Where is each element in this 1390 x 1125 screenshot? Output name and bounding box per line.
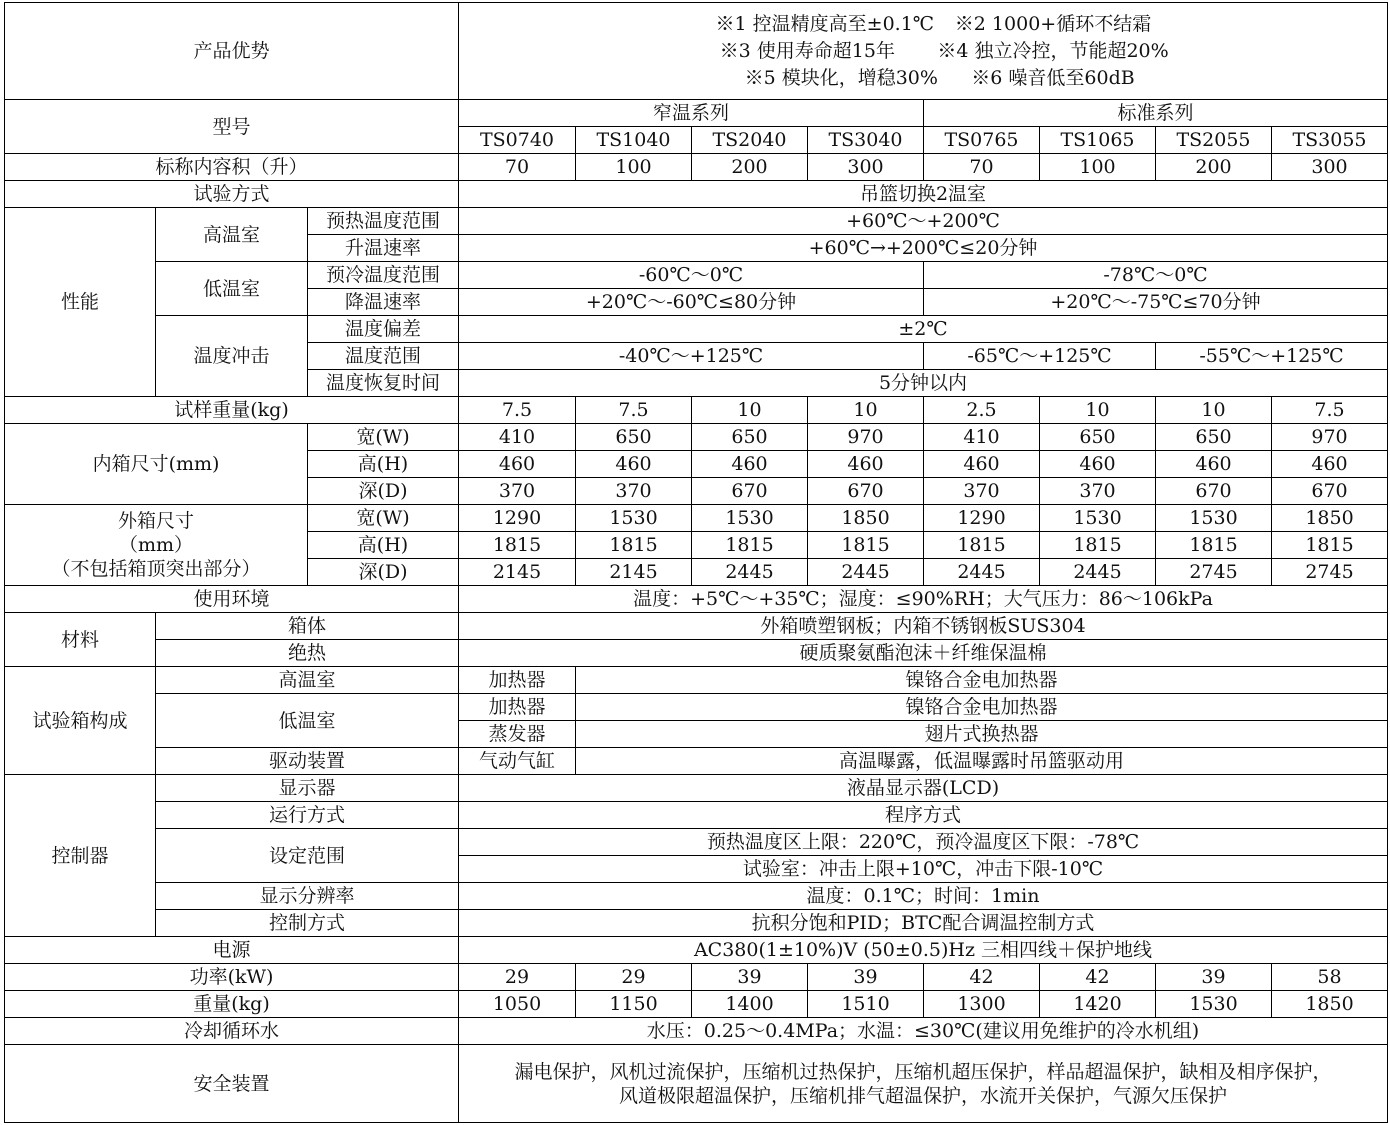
sample-weight-cell: 10 bbox=[692, 397, 808, 424]
model-cell: TS2055 bbox=[1156, 127, 1272, 154]
outer-label-line: （mm） bbox=[118, 534, 194, 556]
environment-label: 使用环境 bbox=[5, 586, 459, 613]
outer-d-cell: 2745 bbox=[1156, 559, 1272, 586]
outer-label-line: 外箱尺寸 bbox=[117, 510, 194, 532]
row-power bbox=[5, 964, 1388, 991]
safety-value bbox=[459, 1045, 1388, 1123]
cooling-rate-narrow: +20℃～-60℃≤80分钟 bbox=[459, 289, 924, 316]
outer-h-label: 高(H) bbox=[308, 532, 459, 559]
advantage-item: ※1 控温精度高至±0.1℃ bbox=[715, 12, 935, 35]
outer-h-cell: 1815 bbox=[1272, 532, 1388, 559]
outer-d-cell: 2445 bbox=[692, 559, 808, 586]
shock-range-a: -65℃～+125℃ bbox=[924, 343, 1156, 370]
outer-d-label: 深(D) bbox=[308, 559, 459, 586]
sample-weight-cell: 7.5 bbox=[1272, 397, 1388, 424]
sample-weight-cell: 10 bbox=[808, 397, 924, 424]
sample-weight-cell: 2.5 bbox=[924, 397, 1040, 424]
power-cell: 29 bbox=[576, 964, 692, 991]
precool-narrow: -60℃～0℃ bbox=[459, 262, 924, 289]
model-cell: TS3040 bbox=[808, 127, 924, 154]
row-outer-w bbox=[5, 505, 1388, 532]
inner-h-cell: 460 bbox=[924, 451, 1040, 478]
row-safety bbox=[5, 1045, 1388, 1123]
structure-low-part: 加热器 bbox=[459, 694, 576, 721]
material-box-label: 箱体 bbox=[156, 613, 459, 640]
volume-cell: 200 bbox=[692, 154, 808, 181]
controller-run-value: 程序方式 bbox=[459, 802, 1388, 829]
controller-resolution-value: 温度：0.1℃；时间：1min bbox=[459, 883, 1388, 910]
advantage-item: ※3 使用寿命超15年 bbox=[719, 39, 895, 62]
power-cell: 42 bbox=[1040, 964, 1156, 991]
sample-weight-cell: 7.5 bbox=[459, 397, 576, 424]
material-insulation-label: 绝热 bbox=[156, 640, 459, 667]
inner-d-cell: 670 bbox=[1156, 478, 1272, 505]
outer-w-cell: 1530 bbox=[692, 505, 808, 532]
outer-w-cell: 1530 bbox=[576, 505, 692, 532]
advantage-item: ※4 独立冷控，节能超20% bbox=[937, 39, 1169, 62]
power-cell: 58 bbox=[1272, 964, 1388, 991]
row-sample-weight bbox=[5, 397, 1388, 424]
advantage-item: ※2 1000+循环不结霜 bbox=[954, 12, 1152, 35]
weight-cell: 1850 bbox=[1272, 991, 1388, 1018]
series-narrow: 窄温系列 bbox=[459, 100, 924, 127]
shock-range-narrow: -40℃～+125℃ bbox=[459, 343, 924, 370]
weight-cell: 1300 bbox=[924, 991, 1040, 1018]
low-chamber-label: 低温室 bbox=[156, 262, 308, 316]
shock-range-b: -55℃～+125℃ bbox=[1156, 343, 1388, 370]
weight-cell: 1050 bbox=[459, 991, 576, 1018]
row-weight bbox=[5, 991, 1388, 1018]
heating-rate-value: +60℃→+200℃≤20分钟 bbox=[459, 235, 1388, 262]
material-label: 材料 bbox=[5, 613, 156, 667]
inner-h-label: 高(H) bbox=[308, 451, 459, 478]
inner-d-cell: 370 bbox=[576, 478, 692, 505]
preheat-label: 预热温度范围 bbox=[308, 208, 459, 235]
row-cooling-water bbox=[5, 1018, 1388, 1045]
row-structure-high bbox=[5, 667, 1388, 694]
performance-label: 性能 bbox=[5, 208, 156, 397]
precool-standard: -78℃～0℃ bbox=[924, 262, 1388, 289]
heating-rate-label: 升温速率 bbox=[308, 235, 459, 262]
row-preheat bbox=[5, 208, 1388, 235]
outer-h-cell: 1815 bbox=[1040, 532, 1156, 559]
row-power-supply bbox=[5, 937, 1388, 964]
row-structure-low-heater bbox=[5, 694, 1388, 721]
advantage-line bbox=[459, 65, 1387, 92]
outer-d-cell: 2145 bbox=[459, 559, 576, 586]
weight-cell: 1420 bbox=[1040, 991, 1156, 1018]
controller-label: 控制器 bbox=[5, 775, 156, 937]
structure-low-part: 蒸发器 bbox=[459, 721, 576, 748]
outer-label-line: （不包括箱顶突出部分） bbox=[51, 558, 261, 580]
high-chamber-label: 高温室 bbox=[156, 208, 308, 262]
precool-label: 预冷温度范围 bbox=[308, 262, 459, 289]
controller-control-label: 控制方式 bbox=[156, 910, 459, 937]
structure-low-label: 低温室 bbox=[156, 694, 459, 748]
structure-low-value: 翅片式换热器 bbox=[576, 721, 1388, 748]
model-cell: TS2040 bbox=[692, 127, 808, 154]
model-cell: TS0765 bbox=[924, 127, 1040, 154]
weight-cell: 1400 bbox=[692, 991, 808, 1018]
controller-control-value: 抗积分饱和PID；BTC配合调温控制方式 bbox=[459, 910, 1388, 937]
row-material-box bbox=[5, 613, 1388, 640]
row-controller-resolution bbox=[5, 883, 1388, 910]
deviation-value: ±2℃ bbox=[459, 316, 1388, 343]
test-method-value: 吊篮切换2温室 bbox=[459, 181, 1388, 208]
advantage-item: ※6 噪音低至60dB bbox=[971, 66, 1135, 89]
power-supply-label: 电源 bbox=[5, 937, 459, 964]
advantages-list bbox=[459, 3, 1388, 100]
volume-label: 标称内容积（升） bbox=[5, 154, 459, 181]
outer-w-cell: 1850 bbox=[808, 505, 924, 532]
structure-low-value: 镍铬合金电加热器 bbox=[576, 694, 1388, 721]
row-test-method bbox=[5, 181, 1388, 208]
outer-label bbox=[5, 505, 308, 586]
power-supply-value: AC380(1±10%)V (50±0.5)Hz 三相四线＋保护地线 bbox=[459, 937, 1388, 964]
outer-w-cell: 1850 bbox=[1272, 505, 1388, 532]
shock-label: 温度冲击 bbox=[156, 316, 308, 397]
safety-line: 漏电保护，风机过流保护，压缩机过热保护，压缩机超压保护，样品超温保护，缺相及相序保护， bbox=[514, 1060, 1332, 1083]
outer-d-cell: 2745 bbox=[1272, 559, 1388, 586]
outer-d-cell: 2445 bbox=[808, 559, 924, 586]
outer-w-cell: 1530 bbox=[1156, 505, 1272, 532]
inner-w-cell: 410 bbox=[459, 424, 576, 451]
structure-drive-label: 驱动装置 bbox=[156, 748, 459, 775]
model-cell: TS1040 bbox=[576, 127, 692, 154]
row-material-insulation bbox=[5, 640, 1388, 667]
outer-h-cell: 1815 bbox=[1156, 532, 1272, 559]
volume-cell: 100 bbox=[576, 154, 692, 181]
preheat-value: +60℃～+200℃ bbox=[459, 208, 1388, 235]
outer-h-cell: 1815 bbox=[808, 532, 924, 559]
row-deviation bbox=[5, 316, 1388, 343]
volume-cell: 100 bbox=[1040, 154, 1156, 181]
spec-table bbox=[4, 2, 1388, 1123]
sample-weight-label: 试样重量(kg) bbox=[5, 397, 459, 424]
safety-line: 风道极限超温保护，压缩机排气超温保护，水流开关保护，气源欠压保护 bbox=[618, 1084, 1227, 1107]
inner-d-cell: 670 bbox=[1272, 478, 1388, 505]
structure-drive-part: 气动气缸 bbox=[459, 748, 576, 775]
outer-h-cell: 1815 bbox=[692, 532, 808, 559]
row-controller-control bbox=[5, 910, 1388, 937]
power-cell: 29 bbox=[459, 964, 576, 991]
inner-h-cell: 460 bbox=[1040, 451, 1156, 478]
inner-h-cell: 460 bbox=[1272, 451, 1388, 478]
deviation-label: 温度偏差 bbox=[308, 316, 459, 343]
outer-w-cell: 1290 bbox=[924, 505, 1040, 532]
shock-range-label: 温度范围 bbox=[308, 343, 459, 370]
model-label: 型号 bbox=[5, 100, 459, 154]
cooling-rate-standard: +20℃～-75℃≤70分钟 bbox=[924, 289, 1388, 316]
sample-weight-cell: 7.5 bbox=[576, 397, 692, 424]
inner-h-cell: 460 bbox=[576, 451, 692, 478]
row-structure-drive bbox=[5, 748, 1388, 775]
volume-cell: 70 bbox=[924, 154, 1040, 181]
inner-h-cell: 460 bbox=[459, 451, 576, 478]
inner-w-cell: 650 bbox=[576, 424, 692, 451]
sample-weight-cell: 10 bbox=[1156, 397, 1272, 424]
outer-h-cell: 1815 bbox=[924, 532, 1040, 559]
controller-setting-label: 设定范围 bbox=[156, 829, 459, 883]
controller-display-label: 显示器 bbox=[156, 775, 459, 802]
structure-label: 试验箱构成 bbox=[5, 667, 156, 775]
inner-w-cell: 650 bbox=[1156, 424, 1272, 451]
recovery-label: 温度恢复时间 bbox=[308, 370, 459, 397]
inner-w-cell: 970 bbox=[808, 424, 924, 451]
volume-cell: 300 bbox=[1272, 154, 1388, 181]
material-insulation-value: 硬质聚氨酯泡沫＋纤维保温棉 bbox=[459, 640, 1388, 667]
material-box-value: 外箱喷塑钢板；内箱不锈钢板SUS304 bbox=[459, 613, 1388, 640]
controller-display-value: 液晶显示器(LCD) bbox=[459, 775, 1388, 802]
weight-cell: 1150 bbox=[576, 991, 692, 1018]
advantage-item: ※5 模块化，增稳30% bbox=[744, 66, 938, 89]
inner-d-cell: 670 bbox=[808, 478, 924, 505]
inner-d-cell: 670 bbox=[692, 478, 808, 505]
inner-d-cell: 370 bbox=[1040, 478, 1156, 505]
outer-h-cell: 1815 bbox=[459, 532, 576, 559]
inner-w-cell: 650 bbox=[1040, 424, 1156, 451]
outer-w-label: 宽(W) bbox=[308, 505, 459, 532]
controller-run-label: 运行方式 bbox=[156, 802, 459, 829]
row-advantages bbox=[5, 3, 1388, 100]
cooling-water-value: 水压：0.25～0.4MPa；水温：≤30℃(建议用免维护的冷水机组) bbox=[459, 1018, 1388, 1045]
inner-w-label: 宽(W) bbox=[308, 424, 459, 451]
outer-d-cell: 2145 bbox=[576, 559, 692, 586]
sample-weight-cell: 10 bbox=[1040, 397, 1156, 424]
outer-h-cell: 1815 bbox=[576, 532, 692, 559]
inner-h-cell: 460 bbox=[808, 451, 924, 478]
model-cell: TS3055 bbox=[1272, 127, 1388, 154]
safety-label: 安全装置 bbox=[5, 1045, 459, 1123]
outer-w-cell: 1290 bbox=[459, 505, 576, 532]
inner-label: 内箱尺寸(mm) bbox=[5, 424, 308, 505]
weight-label: 重量(kg) bbox=[5, 991, 459, 1018]
inner-w-cell: 410 bbox=[924, 424, 1040, 451]
recovery-value: 5分钟以内 bbox=[459, 370, 1388, 397]
inner-d-label: 深(D) bbox=[308, 478, 459, 505]
inner-h-cell: 460 bbox=[692, 451, 808, 478]
structure-high-label: 高温室 bbox=[156, 667, 459, 694]
power-cell: 42 bbox=[924, 964, 1040, 991]
row-environment bbox=[5, 586, 1388, 613]
controller-resolution-label: 显示分辨率 bbox=[156, 883, 459, 910]
series-standard: 标准系列 bbox=[924, 100, 1388, 127]
cooling-water-label: 冷却循环水 bbox=[5, 1018, 459, 1045]
power-cell: 39 bbox=[692, 964, 808, 991]
power-label: 功率(kW) bbox=[5, 964, 459, 991]
test-method-label: 试验方式 bbox=[5, 181, 459, 208]
outer-d-cell: 2445 bbox=[1040, 559, 1156, 586]
volume-cell: 200 bbox=[1156, 154, 1272, 181]
volume-cell: 70 bbox=[459, 154, 576, 181]
row-controller-run bbox=[5, 802, 1388, 829]
inner-d-cell: 370 bbox=[924, 478, 1040, 505]
row-controller-display bbox=[5, 775, 1388, 802]
inner-d-cell: 370 bbox=[459, 478, 576, 505]
controller-setting-value: 预热温度区上限：220℃，预冷温度区下限：-78℃ bbox=[459, 829, 1388, 856]
cooling-rate-label: 降温速率 bbox=[308, 289, 459, 316]
row-series bbox=[5, 100, 1388, 127]
controller-setting-value: 试验室：冲击上限+10℃，冲击下限-10℃ bbox=[459, 856, 1388, 883]
power-cell: 39 bbox=[808, 964, 924, 991]
power-cell: 39 bbox=[1156, 964, 1272, 991]
advantage-line bbox=[459, 11, 1387, 38]
row-volume bbox=[5, 154, 1388, 181]
model-cell: TS1065 bbox=[1040, 127, 1156, 154]
inner-h-cell: 460 bbox=[1156, 451, 1272, 478]
row-precool bbox=[5, 262, 1388, 289]
environment-value: 温度：+5℃～+35℃；湿度：≤90%RH；大气压力：86～106kPa bbox=[459, 586, 1388, 613]
inner-w-cell: 970 bbox=[1272, 424, 1388, 451]
advantage-line bbox=[459, 38, 1387, 65]
volume-cell: 300 bbox=[808, 154, 924, 181]
row-inner-w bbox=[5, 424, 1388, 451]
outer-w-cell: 1530 bbox=[1040, 505, 1156, 532]
model-cell: TS0740 bbox=[459, 127, 576, 154]
structure-high-part: 加热器 bbox=[459, 667, 576, 694]
weight-cell: 1530 bbox=[1156, 991, 1272, 1018]
weight-cell: 1510 bbox=[808, 991, 924, 1018]
outer-d-cell: 2445 bbox=[924, 559, 1040, 586]
structure-drive-value: 高温曝露，低温曝露时吊篮驱动用 bbox=[576, 748, 1388, 775]
row-controller-setting-1 bbox=[5, 829, 1388, 856]
structure-high-value: 镍铬合金电加热器 bbox=[576, 667, 1388, 694]
inner-w-cell: 650 bbox=[692, 424, 808, 451]
advantages-label: 产品优势 bbox=[5, 3, 459, 100]
